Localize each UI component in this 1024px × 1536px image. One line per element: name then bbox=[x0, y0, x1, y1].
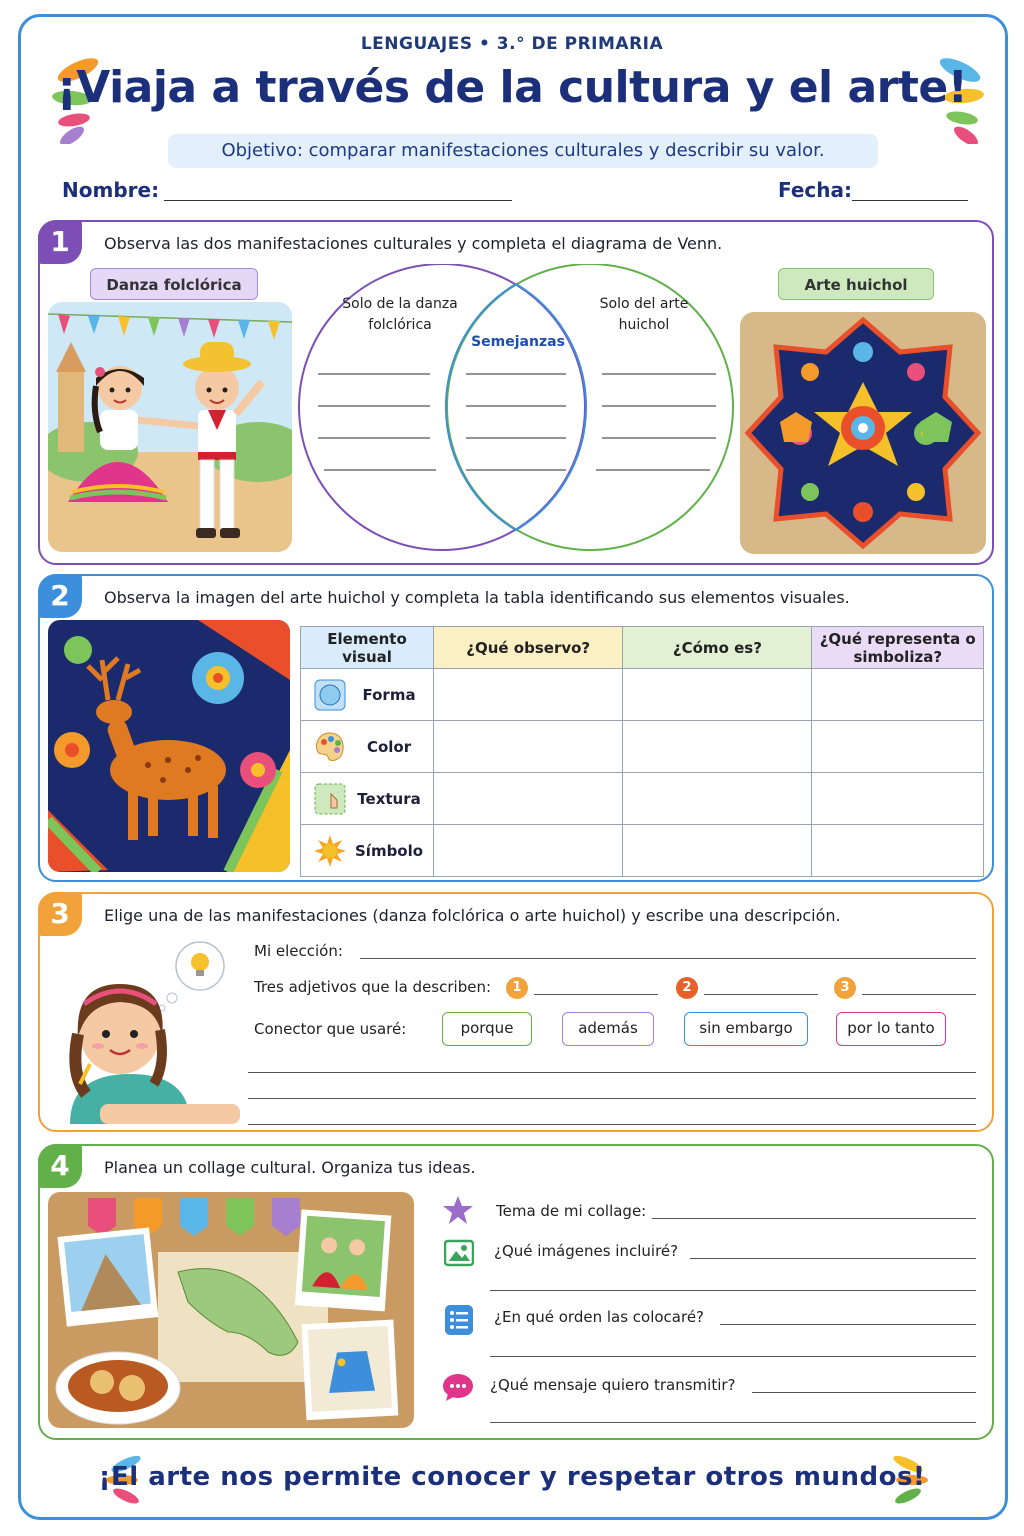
speech-bubble-icon bbox=[442, 1372, 474, 1406]
answer-cell[interactable] bbox=[812, 773, 984, 825]
venn-left-label: Solo de la danza folclórica bbox=[342, 296, 458, 333]
adjective-number: 3 bbox=[834, 977, 856, 999]
connector-label: Conector que usaré: bbox=[254, 1020, 407, 1038]
element-label: Color bbox=[366, 737, 412, 756]
date-label: Fecha: bbox=[778, 178, 853, 202]
answer-cell[interactable] bbox=[812, 825, 984, 877]
answer-line[interactable] bbox=[490, 1356, 976, 1357]
answer-cell[interactable] bbox=[434, 773, 623, 825]
description-line[interactable] bbox=[248, 1098, 976, 1099]
connector-ademas-button[interactable]: además bbox=[562, 1012, 654, 1046]
girl-thinking-illustration bbox=[50, 934, 250, 1124]
answer-cell[interactable] bbox=[623, 773, 812, 825]
question-label: Tema de mi collage: bbox=[496, 1202, 647, 1220]
huichol-art-illustration bbox=[740, 312, 986, 554]
table-header: ¿Qué observo? bbox=[434, 627, 623, 669]
section-number-badge: 2 bbox=[38, 574, 82, 618]
answer-cell[interactable] bbox=[623, 825, 812, 877]
section-visual-elements bbox=[38, 574, 994, 882]
huichol-deer-illustration bbox=[48, 620, 290, 872]
section-description bbox=[38, 892, 994, 1132]
answer-cell[interactable] bbox=[434, 721, 623, 773]
objective-banner: Objetivo: comparar manifestaciones culturales y describir su valor. bbox=[168, 134, 878, 168]
subject-label: LENGUAJES • 3.° DE PRIMARIA bbox=[360, 34, 664, 54]
element-label: Textura bbox=[357, 789, 421, 808]
answer-cell[interactable] bbox=[812, 669, 984, 721]
visual-elements-table bbox=[300, 626, 984, 877]
venn-center-label: Semejanzas bbox=[471, 334, 565, 350]
date-field[interactable] bbox=[852, 200, 968, 201]
section-venn bbox=[38, 220, 994, 565]
name-label: Nombre: bbox=[62, 178, 160, 202]
adjective-number: 1 bbox=[506, 977, 528, 999]
answer-cell[interactable] bbox=[812, 721, 984, 773]
answer-line[interactable] bbox=[490, 1290, 976, 1291]
image-icon bbox=[444, 1238, 474, 1272]
element-label: Forma bbox=[362, 685, 416, 704]
collage-illustration bbox=[48, 1192, 414, 1428]
description-line[interactable] bbox=[248, 1072, 976, 1073]
section-number-badge: 3 bbox=[38, 892, 82, 936]
list-icon bbox=[444, 1304, 474, 1340]
answer-line[interactable] bbox=[690, 1258, 976, 1259]
answer-line[interactable] bbox=[752, 1392, 976, 1393]
sun-icon bbox=[313, 834, 347, 868]
description-line[interactable] bbox=[248, 1124, 976, 1125]
answer-line[interactable] bbox=[720, 1324, 976, 1325]
adjective-number: 2 bbox=[676, 977, 698, 999]
answer-line[interactable] bbox=[652, 1218, 976, 1219]
section-number-badge: 1 bbox=[38, 220, 82, 264]
section-instruction: Planea un collage cultural. Organiza tus ideas. bbox=[104, 1158, 476, 1177]
table-row bbox=[301, 669, 984, 721]
element-label: Símbolo bbox=[355, 841, 424, 860]
section-number-badge: 4 bbox=[38, 1144, 82, 1188]
table-row bbox=[301, 721, 984, 773]
adjectives-label: Tres adjetivos que la describen: bbox=[254, 978, 492, 996]
adjective-field[interactable] bbox=[862, 994, 976, 995]
table-header: Elemento visual bbox=[301, 627, 434, 669]
connector-por-lo-tanto-button[interactable]: por lo tanto bbox=[836, 1012, 946, 1046]
table-row bbox=[301, 773, 984, 825]
question-label: ¿En qué orden las colocaré? bbox=[494, 1308, 705, 1326]
answer-cell[interactable] bbox=[623, 669, 812, 721]
dance-tag: Danza folclórica bbox=[90, 268, 258, 300]
connector-sin-embargo-button[interactable]: sin embargo bbox=[684, 1012, 808, 1046]
star-icon bbox=[442, 1194, 474, 1230]
answer-line[interactable] bbox=[490, 1422, 976, 1423]
name-field[interactable] bbox=[164, 200, 512, 201]
page-title: ¡Viaja a través de la cultura y el arte! bbox=[56, 62, 968, 113]
footer-message: ¡El arte nos permite conocer y respetar otros mundos! bbox=[98, 1462, 926, 1492]
venn-right-label: Solo del arte huichol bbox=[599, 296, 689, 333]
section-instruction: Observa la imagen del arte huichol y completa la tabla identificando sus elementos visuales. bbox=[104, 588, 850, 607]
choice-label: Mi elección: bbox=[254, 942, 343, 960]
answer-cell[interactable] bbox=[434, 669, 623, 721]
question-label: ¿Qué mensaje quiero transmitir? bbox=[490, 1376, 736, 1394]
answer-cell[interactable] bbox=[623, 721, 812, 773]
folk-dance-illustration bbox=[48, 302, 292, 552]
section-instruction: Observa las dos manifestaciones culturales y completa el diagrama de Venn. bbox=[104, 234, 723, 253]
table-row bbox=[301, 825, 984, 877]
huichol-tag: Arte huichol bbox=[778, 268, 934, 300]
section-collage bbox=[38, 1144, 994, 1440]
palette-icon bbox=[313, 730, 347, 764]
choice-field[interactable] bbox=[360, 958, 976, 959]
adjective-field[interactable] bbox=[704, 994, 818, 995]
texture-icon bbox=[313, 782, 347, 816]
table-header: ¿Qué representa o simboliza? bbox=[812, 627, 984, 669]
table-header: ¿Cómo es? bbox=[623, 627, 812, 669]
shape-icon bbox=[313, 678, 347, 712]
question-label: ¿Qué imágenes incluiré? bbox=[494, 1242, 679, 1260]
connector-porque-button[interactable]: porque bbox=[442, 1012, 532, 1046]
answer-cell[interactable] bbox=[434, 825, 623, 877]
adjective-field[interactable] bbox=[534, 994, 658, 995]
section-instruction: Elige una de las manifestaciones (danza folclórica o arte huichol) y escribe una descripción. bbox=[104, 906, 841, 925]
